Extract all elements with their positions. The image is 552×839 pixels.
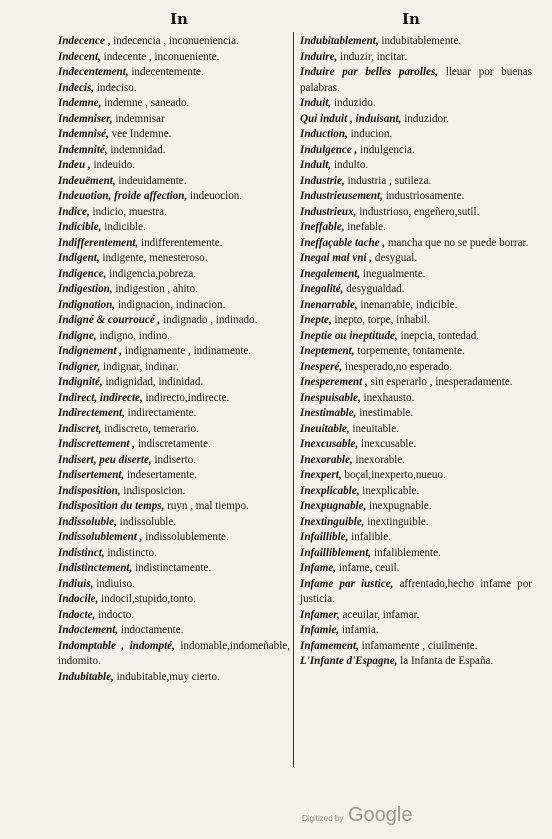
entry-translation: inexhausto. — [363, 391, 415, 404]
dictionary-entry — [300, 546, 532, 562]
entry-headword: Indignement , — [58, 345, 123, 357]
dictionary-entry — [58, 468, 290, 484]
dictionary-entry — [300, 174, 532, 190]
dictionary-entry — [58, 344, 290, 360]
dictionary-entry — [58, 375, 290, 391]
entry-headword: Inegalité, — [300, 283, 344, 295]
entry-translation: infaliblemente. — [373, 546, 441, 559]
entry-translation: induzido. — [333, 97, 376, 109]
entry-translation: indiscreto, temerario. — [104, 422, 199, 435]
entry-headword: Ineffable, — [300, 221, 345, 233]
entry-headword: Indulgence , — [300, 143, 358, 156]
dictionary-entry — [300, 189, 532, 205]
entry-headword: Indigne, — [58, 329, 97, 342]
entry-headword: Ineffaçable tache , — [300, 236, 386, 249]
dictionary-entry — [300, 422, 532, 438]
entry-translation: infalible. — [351, 531, 391, 543]
dictionary-entry — [300, 561, 532, 577]
entry-headword: Indigence, — [58, 267, 107, 280]
entry-headword: Indigné & courroucé , — [58, 314, 161, 326]
entry-translation: indicible. — [104, 221, 146, 233]
entry-headword: Inexpert, — [300, 469, 342, 481]
entry-headword: Inegalement, — [300, 267, 361, 280]
dictionary-entry — [300, 236, 532, 252]
dictionary-entry — [300, 375, 532, 391]
dictionary-entry — [58, 65, 290, 81]
dictionary-entry — [58, 639, 290, 670]
dictionary-entry — [300, 437, 532, 453]
entry-headword: Indubitablement, — [300, 35, 379, 47]
entry-headword: L'Infante d'Espagne, — [300, 655, 398, 667]
entry-headword: Indignation, — [58, 298, 116, 311]
entry-translation: indecentemente. — [131, 66, 204, 78]
entry-headword: Indigent, — [58, 252, 100, 264]
dictionary-entry — [58, 205, 290, 221]
entry-headword: Inenarrable, — [300, 298, 358, 311]
entry-headword: Ineptie ou ineptitude, — [300, 329, 398, 342]
dictionary-entry — [58, 112, 290, 128]
entry-translation: industria , sutileza. — [347, 174, 432, 187]
entry-translation: inepto, torpe, inhabil. — [334, 314, 430, 326]
entry-translation: inesperado,no esperado. — [345, 360, 452, 373]
dictionary-entry — [58, 499, 290, 515]
dictionary-entry — [58, 236, 290, 252]
dictionary-entry — [58, 670, 290, 686]
entry-headword: Indisertement, — [58, 469, 125, 481]
entry-headword: Inegal mal vni , — [300, 252, 373, 264]
dictionary-entry — [58, 189, 290, 205]
entry-translation: indifferentemente. — [141, 236, 223, 249]
entry-headword: Infamement, — [300, 639, 359, 652]
entry-translation: indubitablemente. — [381, 35, 462, 47]
dictionary-entry — [300, 360, 532, 376]
dictionary-entry — [58, 267, 290, 283]
dictionary-entry — [58, 515, 290, 531]
entry-translation: inexplicable. — [362, 484, 420, 497]
entry-headword: Indiscrettement , — [58, 438, 136, 450]
entry-headword: Indemne, — [58, 97, 102, 109]
dictionary-entry — [300, 298, 532, 314]
entry-translation: indulto. — [333, 159, 369, 171]
entry-translation: inexorable. — [355, 453, 406, 466]
dictionary-entry — [300, 344, 532, 360]
entry-headword: Indeu , — [58, 159, 91, 171]
entry-headword: Infailliblement, — [300, 546, 372, 559]
entry-translation: inexpugnable. — [369, 500, 432, 512]
entry-headword: Infame par iustice, — [300, 577, 394, 590]
entry-translation: indesertamente. — [127, 469, 197, 481]
entry-translation: indocil,stupido,tonto. — [101, 593, 196, 605]
entry-headword: Indiscret, — [58, 422, 102, 435]
entry-headword: Indicible, — [58, 221, 102, 233]
entry-headword: Induire par belles parolles, — [300, 66, 439, 78]
dictionary-entry — [300, 639, 532, 655]
dictionary-entry — [300, 96, 532, 112]
entry-headword: Qui induit , induisant, — [300, 112, 402, 125]
dictionary-entry — [300, 406, 532, 422]
entry-translation: ineuitable. — [352, 422, 399, 435]
entry-headword: Indemnité, — [58, 143, 108, 156]
running-header — [0, 10, 552, 32]
entry-translation: indigno, indino. — [99, 329, 170, 342]
entry-translation: indeuocion. — [190, 190, 243, 202]
dictionary-entry — [58, 406, 290, 422]
entry-translation: inestimable. — [359, 407, 414, 419]
dictionary-entry — [58, 422, 290, 438]
entry-headword: Ineuitable, — [300, 422, 350, 435]
entry-translation: inefable. — [347, 221, 386, 233]
dictionary-entry — [58, 329, 290, 345]
entry-headword: Inespuisable, — [300, 391, 361, 404]
header-left: In — [170, 10, 188, 28]
header-right: In — [402, 10, 420, 28]
entry-translation: indeuidamente. — [118, 174, 187, 187]
dictionary-entry — [58, 592, 290, 608]
dictionary-entry — [58, 174, 290, 190]
dictionary-entry — [300, 282, 532, 298]
dictionary-entry — [58, 50, 290, 66]
dictionary-entry — [300, 391, 532, 407]
entry-translation: indemne , saneado. — [104, 97, 190, 109]
entry-translation: la Infanta de España. — [400, 655, 494, 667]
dictionary-entry — [300, 220, 532, 236]
dictionary-entry — [58, 220, 290, 236]
entry-translation: indignamente , indinamente. — [124, 345, 252, 357]
entry-headword: Indissolublement , — [58, 531, 143, 543]
dictionary-entry — [300, 484, 532, 500]
entry-headword: Indigner, — [58, 360, 101, 373]
google-watermark: Google — [348, 804, 413, 826]
entry-headword: Inexcusable, — [300, 438, 359, 450]
dictionary-entry — [58, 251, 290, 267]
entry-translation: indissolublemente. — [145, 531, 229, 543]
entry-headword: Indult, — [300, 159, 332, 171]
entry-translation: indirectamente. — [127, 407, 197, 419]
entry-translation: industrioso, engeñero,sutil. — [359, 205, 480, 218]
entry-headword: Inexpugnable, — [300, 500, 367, 512]
entry-translation: indignidad, indinidad. — [105, 376, 204, 388]
entry-headword: Inexorable, — [300, 453, 353, 466]
entry-translation: inepcia, tontedad. — [400, 329, 480, 342]
dictionary-entry — [300, 267, 532, 283]
entry-headword: Infaillible, — [300, 531, 349, 543]
entry-translation: indissoluble. — [119, 515, 177, 528]
entry-headword: Inesperé, — [300, 360, 343, 373]
entry-translation: indecente , inconueniente. — [103, 50, 220, 63]
entry-headword: Indecentement, — [58, 66, 129, 78]
dictionary-entry — [300, 205, 532, 221]
entry-translation: indigencia,pobreza. — [109, 267, 197, 280]
entry-headword: Indemniser, — [58, 112, 113, 125]
entry-headword: Ineptement, — [300, 345, 355, 357]
entry-translation: indeciso. — [96, 81, 137, 94]
dictionary-entry — [58, 577, 290, 593]
dictionary-entry — [58, 391, 290, 407]
entry-headword: Inextinguible, — [300, 515, 365, 528]
dictionary-entry — [58, 298, 290, 314]
dictionary-entry — [300, 608, 532, 624]
entry-translation: indigestion , ahito. — [115, 283, 198, 295]
entry-headword: Indecis, — [58, 81, 95, 94]
dictionary-entry — [300, 34, 532, 50]
dictionary-entry — [58, 360, 290, 376]
entry-translation: mancha que no se puede borrar. — [387, 236, 529, 249]
entry-translation: induzir, incitar. — [340, 50, 408, 63]
dictionary-entry — [300, 313, 532, 329]
entry-translation: lleuar por buenas palabras. — [300, 66, 532, 94]
entry-headword: Induit, — [300, 97, 332, 109]
entry-headword: Induction, — [300, 128, 348, 140]
entry-headword: Indubitable, — [58, 670, 114, 683]
entry-headword: Indigestion, — [58, 283, 113, 295]
entry-headword: Indisposition du temps, — [58, 500, 165, 512]
entry-headword: Indoctement, — [58, 624, 119, 636]
dictionary-entry — [300, 530, 532, 546]
dictionary-entry — [300, 577, 532, 608]
entry-headword: Inestimable, — [300, 407, 357, 419]
dictionary-entry — [300, 143, 532, 159]
entry-headword: Indirectement, — [58, 407, 125, 419]
dictionary-entry — [58, 530, 290, 546]
entry-translation: indistinctamente. — [135, 562, 212, 574]
entry-headword: Indistinctement, — [58, 562, 133, 574]
entry-headword: Indeuëment, — [58, 174, 116, 187]
entry-translation: sin esperarlo , inesperadamente. — [370, 376, 513, 388]
entry-translation: industriosamente. — [385, 190, 465, 202]
entry-translation: indignado , indinado. — [163, 314, 258, 326]
entry-translation: indomable,indomeñable, indomito. — [58, 639, 290, 667]
entry-translation: indoctamente. — [120, 624, 184, 636]
entry-translation: inenarrable, indicible. — [360, 298, 458, 311]
entry-translation: , indecencia , inconueniencia. — [107, 35, 239, 47]
entry-headword: Indiuis, — [58, 577, 94, 590]
entry-translation: indignar, indinar. — [103, 360, 179, 373]
entry-headword: Indecence — [58, 35, 105, 47]
entry-headword: Industrieusement, — [300, 190, 383, 202]
entry-translation: torpemente, tontamente. — [357, 345, 465, 357]
dictionary-entry — [300, 654, 532, 670]
digitized-by-label: Digitized by — [302, 814, 344, 823]
dictionary-entry — [58, 96, 290, 112]
entry-headword: Infamer, — [300, 608, 340, 621]
entry-translation: indignacion, indinacion. — [117, 298, 226, 311]
entry-translation: boçal,inexperto,nueuo. — [344, 469, 446, 481]
entry-translation: infamia. — [341, 624, 379, 636]
dictionary-entry — [58, 546, 290, 562]
dictionary-entry — [300, 65, 532, 96]
entry-headword: Induire, — [300, 50, 338, 63]
dictionary-entry — [300, 468, 532, 484]
dictionary-entry — [300, 158, 532, 174]
dictionary-entry — [300, 329, 532, 345]
dictionary-entry — [58, 313, 290, 329]
dictionary-entry — [58, 453, 290, 469]
entry-translation: inegualmente. — [362, 267, 426, 280]
entry-headword: Indignité, — [58, 376, 103, 388]
entry-translation: indistincto. — [107, 546, 157, 559]
entry-translation: indisposicion. — [123, 484, 186, 497]
entry-headword: Indeuotion, froide affection, — [58, 190, 188, 202]
entry-translation: inexcusable. — [361, 438, 417, 450]
entry-headword: Indocte, — [58, 608, 96, 621]
entry-translation: indigente, menesteroso. — [102, 252, 208, 264]
dictionary-entry — [300, 623, 532, 639]
dictionary-entry — [300, 515, 532, 531]
dictionary-entry — [58, 282, 290, 298]
entry-translation: indulgencia. — [360, 143, 415, 156]
dictionary-entry — [58, 34, 290, 50]
entry-headword: Indirect, indirecte, — [58, 391, 143, 404]
entry-translation: indemnisar — [115, 112, 165, 125]
entry-headword: Inepte, — [300, 314, 332, 326]
entry-translation: indiserto. — [154, 453, 197, 466]
dictionary-entry — [300, 127, 532, 143]
entry-translation: indiscretamente. — [137, 438, 211, 450]
entry-headword: Indemnisé, — [58, 128, 109, 140]
dictionary-entry — [58, 623, 290, 639]
entry-headword: Indomptable , indompté, — [58, 639, 175, 652]
entry-translation: indirecto,indirecte. — [145, 391, 230, 404]
right-column — [300, 34, 532, 670]
dictionary-entry — [58, 143, 290, 159]
dictionary-entry — [300, 50, 532, 66]
dictionary-entry — [58, 127, 290, 143]
dictionary-entry — [58, 437, 290, 453]
dictionary-entry — [58, 561, 290, 577]
entry-translation: indemnidad. — [110, 143, 166, 156]
entry-headword: Indisposition, — [58, 484, 121, 497]
entry-translation: infamamente , ciuilmente. — [361, 639, 478, 652]
dictionary-entry — [58, 608, 290, 624]
dictionary-entry — [300, 453, 532, 469]
dictionary-entry — [300, 499, 532, 515]
entry-headword: Indifferentement, — [58, 236, 139, 249]
dictionary-entry — [300, 251, 532, 267]
entry-translation: indocto. — [98, 608, 135, 621]
entry-headword: Infamie, — [300, 624, 340, 636]
entry-translation: indiuiso. — [96, 577, 135, 590]
entry-translation: indubitable,muy cierto. — [116, 670, 220, 683]
dictionary-entry — [58, 484, 290, 500]
entry-translation: desygualdad. — [346, 283, 405, 295]
entry-translation: indeuido. — [93, 159, 136, 171]
entry-headword: Industrieux, — [300, 205, 357, 218]
entry-headword: Inesperement , — [300, 376, 368, 388]
entry-headword: Indocile, — [58, 593, 99, 605]
entry-translation: induzidor. — [404, 112, 449, 125]
entry-translation: inextinguible. — [367, 515, 429, 528]
entry-headword: Inexplicable, — [300, 484, 360, 497]
dictionary-entry — [300, 112, 532, 128]
entry-headword: Industrie, — [300, 174, 345, 187]
left-column — [58, 34, 290, 685]
entry-headword: Indecent, — [58, 50, 101, 63]
entry-headword: Indisert, peu diserte, — [58, 453, 152, 466]
entry-translation: indicio, muestra. — [92, 205, 167, 218]
column-divider — [293, 32, 294, 767]
entry-headword: Indice, — [58, 205, 90, 218]
entry-translation: affrentado,hecho infame por justicia. — [300, 577, 532, 605]
entry-headword: Indissoluble, — [58, 515, 117, 528]
entry-translation: infame, ceuil. — [338, 562, 400, 574]
dictionary-entry — [58, 158, 290, 174]
entry-translation: aceuilar, infamar. — [342, 608, 420, 621]
entry-translation: inducion. — [350, 128, 393, 140]
dictionary-entry — [58, 81, 290, 97]
entry-translation: ruyn , mal tiempo. — [167, 500, 249, 512]
entry-translation: vee Indemne. — [111, 128, 172, 140]
entry-translation: desygual. — [374, 252, 418, 264]
entry-headword: Indistinct, — [58, 546, 105, 559]
digitization-footer — [0, 804, 552, 828]
entry-headword: Infame, — [300, 562, 337, 574]
